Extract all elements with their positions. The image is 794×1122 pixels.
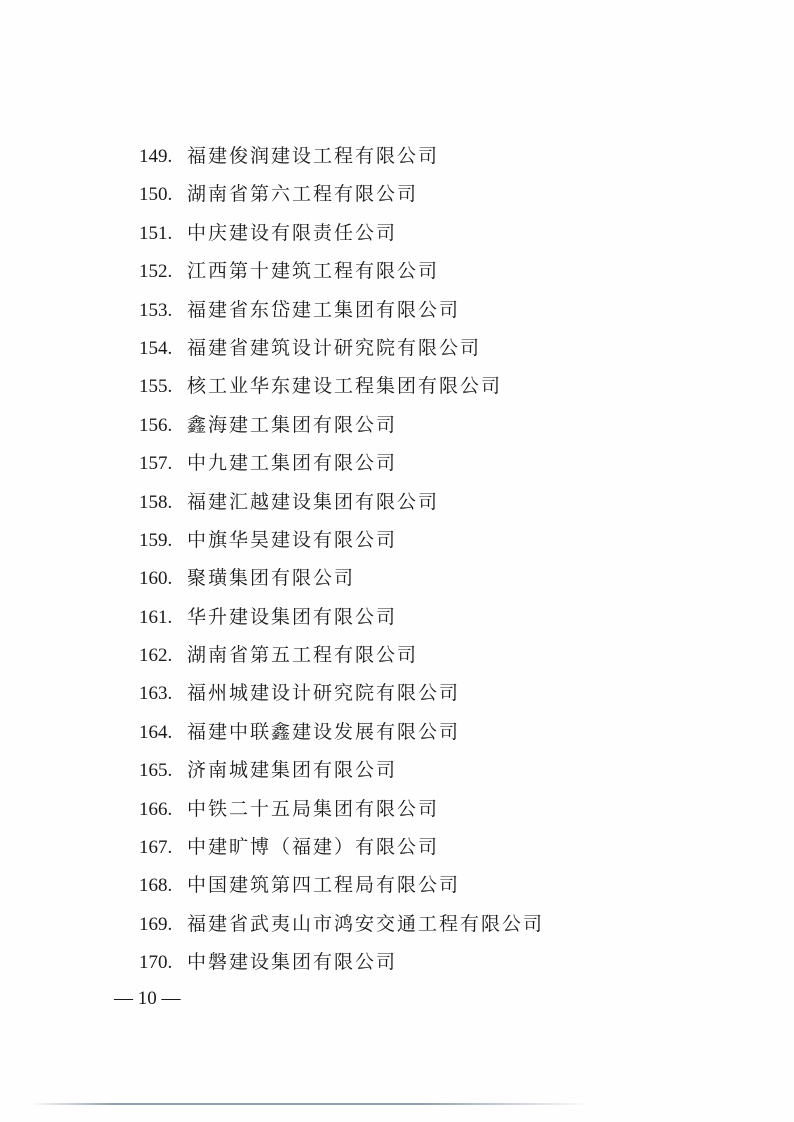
- list-item: [139, 137, 544, 175]
- item-number: 155.: [139, 376, 173, 398]
- page-number: — 10 —: [114, 988, 181, 1009]
- company-name: 中国建筑第四工程局有限公司: [187, 874, 461, 897]
- list-item: [139, 406, 544, 444]
- list-item: [139, 291, 544, 329]
- item-number: 154.: [139, 337, 173, 359]
- company-name: 中磐建设集团有限公司: [187, 951, 398, 974]
- list-item: [139, 598, 544, 636]
- company-name: 福建汇越建设集团有限公司: [187, 490, 440, 513]
- item-number: 153.: [139, 299, 173, 321]
- list-item: [139, 521, 544, 559]
- item-number: 157.: [139, 453, 173, 475]
- item-number: 169.: [139, 913, 173, 935]
- item-number: 156.: [139, 414, 173, 436]
- list-item: [139, 483, 544, 521]
- list-item: [139, 214, 544, 252]
- company-list: [139, 137, 544, 982]
- list-item: [139, 329, 544, 367]
- list-item: [139, 559, 544, 597]
- company-name: 济南城建集团有限公司: [187, 759, 398, 782]
- list-item: [139, 367, 544, 405]
- item-number: 152.: [139, 261, 173, 283]
- list-item: [139, 175, 544, 213]
- company-name: 福建俊润建设工程有限公司: [187, 145, 440, 167]
- list-item: [139, 905, 544, 943]
- item-number: 163.: [139, 683, 173, 705]
- company-name: 中铁二十五局集团有限公司: [187, 797, 440, 820]
- company-name: 福州城建设计研究院有限公司: [187, 682, 461, 705]
- list-item: [139, 636, 544, 674]
- item-number: 158.: [139, 491, 173, 513]
- list-item: [139, 790, 544, 828]
- company-name: 福建省东岱建工集团有限公司: [187, 298, 461, 321]
- item-number: 167.: [139, 837, 173, 859]
- list-item: [139, 866, 544, 904]
- company-name: 福建省建筑设计研究院有限公司: [187, 336, 482, 359]
- company-name: 湖南省第六工程有限公司: [187, 183, 419, 206]
- item-number: 159.: [139, 529, 173, 551]
- item-number: 166.: [139, 798, 173, 820]
- company-name: 聚璜集团有限公司: [187, 567, 356, 590]
- item-number: 162.: [139, 645, 173, 667]
- item-number: 168.: [139, 875, 173, 897]
- scan-edge-line: [30, 1103, 590, 1105]
- company-name: 福建省武夷山市鸿安交通工程有限公司: [187, 912, 545, 935]
- list-item: [139, 828, 544, 866]
- item-number: 165.: [139, 760, 173, 782]
- list-item: [139, 713, 544, 751]
- company-name: 中九建工集团有限公司: [187, 452, 398, 475]
- company-name: 华升建设集团有限公司: [187, 605, 398, 628]
- company-name: 湖南省第五工程有限公司: [187, 644, 419, 667]
- company-name: 中旗华昊建设有限公司: [187, 528, 398, 551]
- item-number: 150.: [139, 184, 173, 206]
- company-name: 江西第十建筑工程有限公司: [187, 260, 440, 283]
- list-item: [139, 674, 544, 712]
- item-number: 161.: [139, 606, 173, 628]
- company-name: 核工业华东建设工程集团有限公司: [187, 375, 503, 398]
- item-number: 160.: [139, 568, 173, 590]
- company-name: 中建旷博（福建）有限公司: [187, 836, 440, 859]
- list-item: [139, 252, 544, 290]
- company-name: 福建中联鑫建设发展有限公司: [187, 720, 461, 743]
- item-number: 170.: [139, 952, 173, 974]
- item-number: 149.: [139, 146, 173, 167]
- list-item: [139, 943, 544, 981]
- item-number: 151.: [139, 222, 173, 244]
- list-item: [139, 751, 544, 789]
- company-name: 中庆建设有限责任公司: [187, 221, 398, 244]
- company-name: 鑫海建工集团有限公司: [187, 413, 398, 436]
- list-item: [139, 444, 544, 482]
- item-number: 164.: [139, 721, 173, 743]
